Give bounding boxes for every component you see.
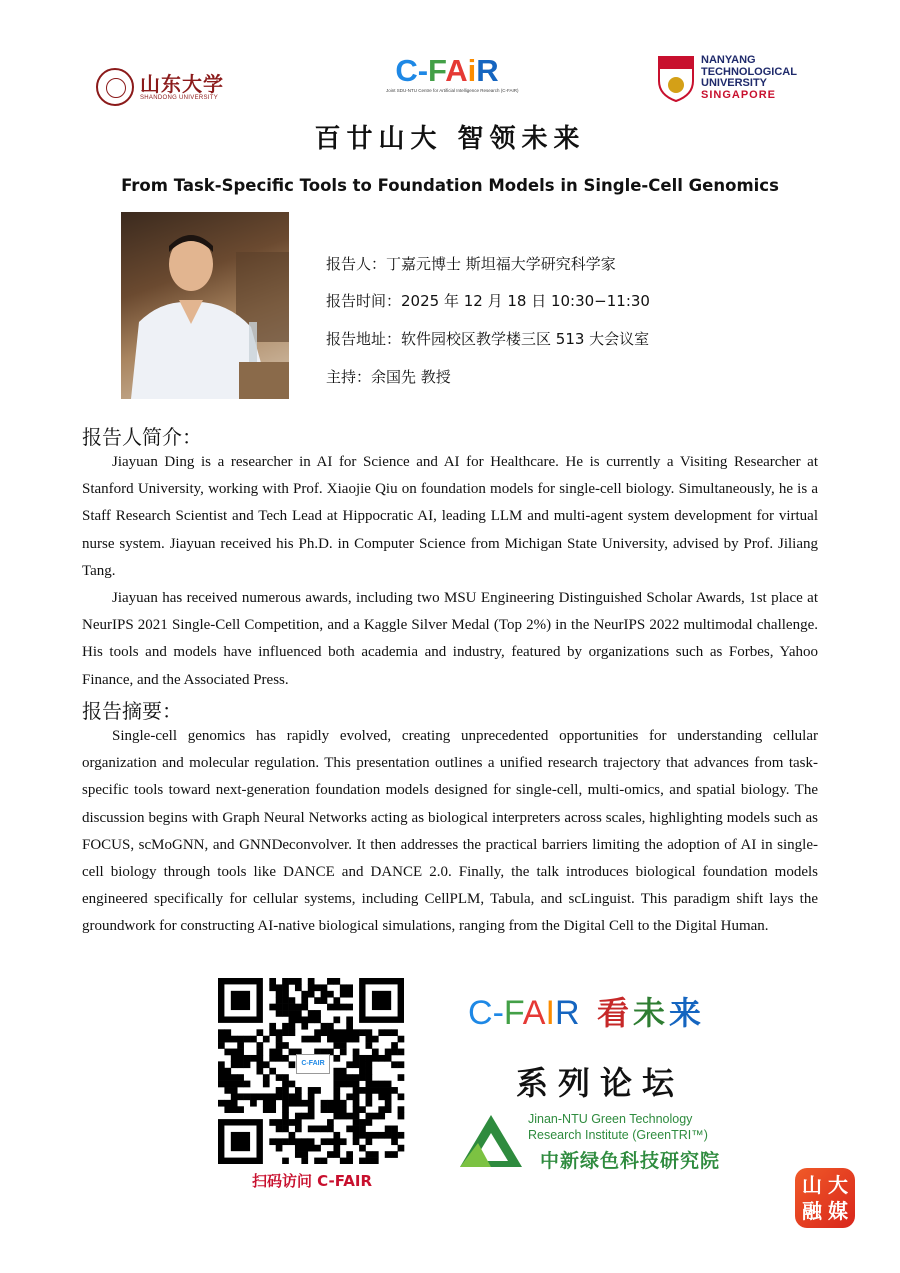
abstract-heading: 报告摘要： [82, 699, 182, 723]
speaker-info: 报告人：丁嘉元博士 斯坦福大学研究科学家 [326, 255, 616, 273]
speaker-photo [121, 212, 289, 399]
shandong-university-logo [96, 66, 226, 108]
media-char-1: 山 [802, 1173, 822, 1197]
forum-r: R [554, 994, 580, 1032]
media-char-4: 媒 [828, 1199, 848, 1223]
greentri-en-1: Jinan-NTU Green Technology [528, 1112, 693, 1126]
forum-dash: - [492, 994, 504, 1032]
abstract-paragraph: Single-cell genomics has rapidly evolved, creating unprecedented opportunities for understanding cellular organization and molecular regulation. This presentation outlines a unified research trajectory that advances from task-specific tools toward next-generation foundation models designed for single-cell, multi-omics, and spatial biology. The discussion begins with Graph Neural Networks acting as biological interpreters across scales, highlighting models such as FOCUS, scMoGNN, and GNNDeconvolver. It then addresses the practical barriers limiting the adoption of AI in single-cell biology through tools like DANCE and DANCE 2.0. Finally, the talk introduces biological foundation models engineered specifically for cellular systems, including CellPLM, Tabula, and scLinguist. This paradigm shift lays the groundwork for constructing AI-native biological simulations, ranging from the Digital Cell to the Digital Human. [82, 728, 818, 935]
forum-cn-1: 看 [596, 994, 633, 1032]
cfair-c: C [395, 53, 418, 88]
speaker-photo-illustration [121, 212, 289, 399]
sdu-logo-cn: 山东大学 [140, 72, 224, 96]
media-char-3: 融 [802, 1199, 822, 1223]
cfair-f: F [428, 53, 446, 88]
sdu-media-logo [795, 1168, 855, 1228]
bio-paragraph-2: Jiayuan has received numerous awards, including two MSU Engineering Distinguished Scholar Awards, 1st place at NeurIPS 2021 Single-Cell Competition, and a Kaggle Silver Medal (Top 2%) in the NeurIPS 2022 multimodal challenge. His tools and models have influenced both academia and industry, featured by organizations such as Forbes, Yahoo Finance, and the Associated Press. [82, 590, 818, 688]
forum-title [468, 988, 705, 1034]
bio-heading: 报告人简介： [82, 425, 202, 449]
forum-cn-2: 未 [632, 994, 669, 1032]
ntu-line2: TECHNOLOGICAL [701, 65, 797, 78]
qr-caption: 扫码访问 C-FAIR [251, 1172, 373, 1190]
slogan: 百廿山大 智领未来 [314, 124, 586, 154]
cfair-a: A [445, 53, 468, 88]
greentri-en-2: Research Institute (GreenTRI™) [528, 1128, 708, 1142]
ntu-line3: UNIVERSITY [701, 77, 768, 89]
greentri-triangle-icon [458, 1113, 524, 1169]
ntu-logo [657, 55, 807, 107]
host-info: 主持：余国先 教授 [326, 368, 451, 386]
qr-code[interactable] [218, 978, 406, 1164]
forum-c: C [468, 994, 493, 1032]
bio-paragraph-1: Jiayuan Ding is a researcher in AI for Science and AI for Healthcare. He is currently a Visiting Researcher at Stanford University, working with Prof. Xiaojie Qiu on foundation models for single-cell biology. Simultaneously, he is a Staff Research Scientist and Tech Lead at Hippocratic AI, leading LLM and multi-agent system development for virtual nurse system. Jiayuan received his Ph.D. in Computer Science from Michigan State University, advised by Prof. Jiliang Tang. [82, 454, 818, 579]
cfair-i: i [467, 53, 477, 88]
media-char-2: 大 [828, 1173, 848, 1197]
sdu-logo-en: SHANDONG UNIVERSITY [140, 95, 219, 101]
cfair-dash: - [417, 53, 429, 88]
talk-title: From Task-Specific Tools to Foundation Models in Single-Cell Genomics [121, 176, 779, 195]
cfair-logo [386, 53, 519, 100]
forum-subtitle: 系列论坛 [516, 1064, 685, 1102]
venue-info: 报告地址：软件园校区教学楼三区 513 大会议室 [326, 330, 650, 348]
time-info: 报告时间：2025 年 12 月 18 日 10:30−11:30 [326, 292, 650, 310]
forum-a: A [522, 994, 546, 1032]
forum-f: F [503, 994, 523, 1032]
ntu-shield-icon [657, 55, 695, 103]
forum-cn-3: 来 [668, 994, 705, 1032]
ntu-line4: SINGAPORE [701, 88, 777, 101]
greentri-cn: 中新绿色科技研究院 [540, 1150, 721, 1172]
sdu-seal-icon [96, 68, 134, 106]
forum-i: I [545, 994, 555, 1032]
qr-center-label: C-FAIR [296, 1054, 330, 1074]
cfair-subtitle: Joint SDU-NTU Centre for Artificial Intelligence Research (C-FAIR) [386, 88, 519, 93]
greentri-logo [458, 1110, 748, 1172]
ntu-line1: NANYANG [701, 54, 756, 66]
cfair-r: R [476, 53, 499, 88]
